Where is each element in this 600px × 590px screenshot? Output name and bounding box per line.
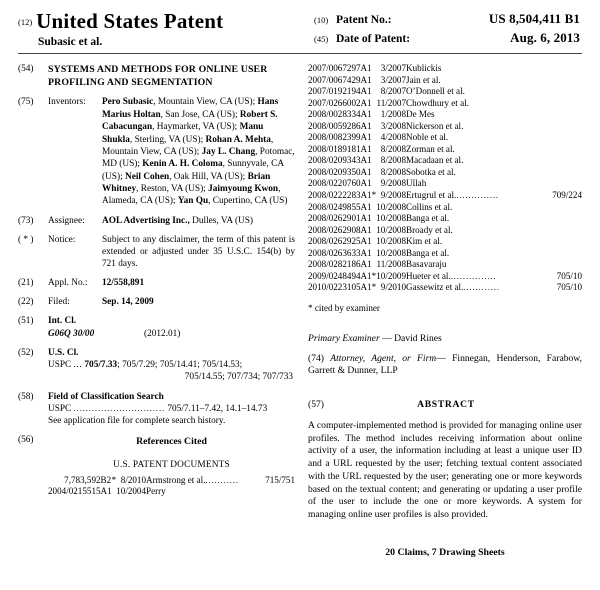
reference-number: 2008/0028334 [308, 109, 361, 120]
table-row [308, 75, 582, 87]
reference-date: 9/2008 [380, 178, 407, 189]
reference-kind-code: A1 [360, 190, 372, 201]
reference-date: 3/2007 [380, 74, 407, 85]
table-row [308, 167, 582, 179]
field-notice [18, 234, 295, 270]
reference-date: 10/2008 [376, 247, 407, 258]
patent-number-code: (10) [314, 15, 329, 25]
masthead [0, 0, 600, 48]
field-search-value: 705/7.11–7.42, 14.1–14.73 [167, 403, 268, 414]
field-int-cl-body [48, 315, 295, 340]
table-row [308, 155, 582, 167]
table-row [308, 213, 582, 225]
reference-classification: 715/751 [265, 474, 295, 485]
reference-inventor-name: Jain et al. [406, 74, 441, 85]
table-row [308, 282, 582, 294]
table-row [308, 236, 582, 248]
reference-inventor-name: De Mes [406, 109, 435, 120]
patent-number-label: Patent No.: [336, 14, 392, 26]
field-appl-no-code: (21) [18, 277, 34, 288]
abstract-code: (57) [308, 398, 324, 410]
doc-kind-code: (12) [18, 17, 33, 27]
abstract-title: ABSTRACT [417, 398, 475, 410]
attorney-code: (74) [308, 352, 324, 364]
masthead-left [18, 10, 310, 48]
office-title-line [18, 10, 310, 33]
field-assignee [18, 215, 295, 227]
reference-inventor-name: Chowdhury et al. [406, 97, 469, 108]
reference-kind-code: A1 [360, 86, 372, 97]
reference-date: 10/2008 [376, 213, 407, 224]
table-row [308, 98, 582, 110]
table-row [308, 271, 582, 283]
reference-date: 10/2008 [376, 201, 407, 212]
reference-date: 9/2010 [380, 282, 407, 293]
cited-by-examiner-note: * cited by examiner [308, 302, 380, 313]
field-us-cl-body [48, 347, 295, 383]
reference-inventor-name: Armstrong et al............ [146, 474, 239, 485]
reference-date: 10/2008 [376, 236, 407, 247]
field-title [18, 63, 295, 89]
table-row [308, 121, 582, 133]
reference-kind-code: A1 [360, 63, 372, 73]
reference-examiner-star: * [371, 190, 377, 201]
reference-examiner-star: * [111, 474, 117, 485]
reference-number: 2008/0189181 [308, 143, 361, 154]
reference-classification [552, 155, 582, 167]
reference-examiner-star: * [371, 270, 377, 281]
reference-inventor-name: Broady et al. [406, 224, 453, 235]
reference-inventor-name: Gassewitz et al............. [406, 282, 500, 293]
reference-kind-code: A1 [360, 166, 372, 177]
reference-number: 2008/0262908 [308, 224, 361, 235]
reference-number: 2008/0263633 [308, 247, 361, 258]
reference-inventor-name: Kublickis [406, 63, 442, 73]
reference-number: 2008/0082399 [308, 132, 361, 143]
reference-number: 7,783,592 [64, 474, 101, 485]
table-row [308, 109, 582, 121]
reference-date: 8/2010 [120, 474, 147, 485]
reference-inventor-name: Banga et al. [406, 213, 450, 224]
reference-kind-code: A1 [360, 97, 372, 108]
published-applications-rows [308, 63, 582, 294]
reference-number: 2007/0067429 [308, 74, 361, 85]
field-notice-code: ( * ) [18, 234, 34, 245]
table-row [308, 132, 582, 144]
reference-kind-code: A1 [360, 224, 372, 235]
references-heading: References Cited [136, 435, 207, 447]
reference-kind-code: A1 [360, 120, 372, 131]
reference-classification [552, 259, 582, 271]
reference-inventor-name: Kim et al. [406, 236, 443, 247]
field-title-text: SYSTEMS AND METHODS FOR ONLINE USER PROFILING AND SEGMENTATION [48, 64, 268, 89]
reference-kind-code: A1 [360, 74, 372, 85]
reference-kind-code: A1 [360, 178, 372, 189]
reference-examiner-star: * [371, 282, 377, 293]
field-search-body [48, 391, 295, 427]
reference-kind-code: A1 [360, 155, 372, 166]
assignee-name: AOL Advertising Inc., [102, 215, 190, 226]
reference-kind-code: A1 [360, 282, 372, 293]
table-row [308, 144, 582, 156]
us-cl-line-2: 705/14.55; 707/734; 707/733 [184, 372, 293, 383]
reference-classification: 709/224 [552, 190, 582, 201]
table-row [308, 63, 582, 75]
abstract-text: A computer-implemented method is provided for managing online user profiles. The method includes receiving information about online activity of a user, the information including at least a unique user ID and a URL requested by the user; fetching textual content associated with the URL requested by the user; generating one or more keywords based on the textual content; and generating or updating a user profile of the user to include the one or more keywords. A system for managing online user profiles is also provided. [308, 419, 582, 521]
reference-leader-dots: .............. [456, 190, 499, 201]
reference-classification [552, 109, 582, 121]
attorney-line [308, 353, 582, 378]
attorney-value: — Finnegan, Henderson, Farabow, Garrett & Dunner, LLP [308, 352, 582, 377]
us-cl-primary: 705/7.33 [84, 360, 118, 371]
field-us-cl [18, 347, 295, 383]
reference-inventor-name: Collins et al. [406, 201, 453, 212]
field-appl-no-label: Appl. No.: [48, 277, 88, 288]
masthead-right [310, 10, 582, 47]
reference-classification [552, 225, 582, 237]
table-row [308, 190, 582, 202]
reference-inventor-name: Ullah [406, 178, 427, 189]
reference-kind-code: A1 [100, 486, 112, 497]
field-us-cl-label: U.S. Cl. [48, 348, 79, 359]
reference-date: 8/2008 [380, 155, 407, 166]
reference-kind-code: A1 [360, 132, 372, 143]
reference-classification [552, 178, 582, 190]
reference-number: 2008/0262901 [308, 213, 361, 224]
reference-classification [265, 486, 295, 498]
reference-inventor-name: Ertugrul et al............... [406, 190, 499, 201]
attorney-label: Attorney, Agent, or Firm [330, 352, 437, 364]
reference-number: 2008/0209350 [308, 166, 361, 177]
reference-classification [552, 202, 582, 214]
field-inventors [18, 96, 295, 207]
applicant-name: Subasic et al. [38, 36, 103, 48]
reference-classification [552, 144, 582, 156]
field-assignee-label: Assignee: [48, 215, 85, 226]
field-int-cl-row [48, 328, 295, 340]
reference-date: 11/2008 [376, 259, 407, 270]
field-inventors-list: Pero Subasic, Mountain View, CA (US); Hans Marius Holtan, San Jose, CA (US); Robert S. Cabacungan, Haymarket, VA (US); Manu Shukla, Sterling, VA (US); Rohan A. Mehta, Mountain View, CA (US); Jay L. Chang, Potomac, MD (US); Kenin A. H. Coloma, Sunnyvale, CA (US); Neil Cohen, Oak Hill, VA (US); Brian Whitney, Reston, VA (US); Jaimyoung Kwon, Alameda, CA (US); Yan Qu, Cupertino, CA (US) [102, 97, 295, 207]
references-subheading: U.S. PATENT DOCUMENTS [113, 459, 230, 470]
reference-inventor-name: Macadaan et al. [406, 155, 464, 166]
patent-date-row [314, 29, 582, 48]
reference-classification [552, 132, 582, 144]
reference-classification [552, 63, 582, 75]
table-row [308, 225, 582, 237]
field-search-leader: .............................. [73, 402, 166, 413]
reference-date: 8/2008 [380, 143, 407, 154]
reference-date: 10/2008 [376, 224, 407, 235]
table-row [308, 178, 582, 190]
primary-examiner-value: — David Rines [382, 332, 442, 344]
reference-date: 10/2009 [376, 270, 407, 281]
right-column [303, 63, 582, 558]
field-inventors-code: (75) [18, 97, 34, 108]
us-patent-documents-table [48, 475, 295, 498]
reference-inventor-name: Sobotka et al. [406, 166, 456, 177]
reference-kind-code: A1 [360, 236, 372, 247]
field-search-prefix: USPC [48, 403, 72, 414]
table-row [48, 486, 295, 498]
reference-kind-code: B2 [100, 474, 112, 485]
reference-number: 2008/0222283 [308, 190, 361, 201]
us-patent-documents-rows [48, 475, 295, 498]
reference-inventor-name: Zorman et al. [406, 143, 455, 154]
reference-date: 8/2008 [380, 166, 407, 177]
reference-classification [552, 248, 582, 260]
reference-number: 2008/0059286 [308, 120, 361, 131]
patent-date-value: Aug. 6, 2013 [510, 29, 580, 45]
reference-date: 3/2007 [380, 63, 407, 73]
reference-classification [552, 86, 582, 98]
us-cl-prefix: USPC [48, 360, 72, 371]
field-inventors-label: Inventors: [48, 97, 86, 108]
patent-date-code: (45) [314, 33, 329, 44]
field-us-cl-code: (52) [18, 348, 34, 359]
reference-kind-code: A1 [360, 201, 372, 212]
reference-classification [552, 167, 582, 179]
published-applications-table [308, 63, 582, 294]
reference-date: 4/2008 [380, 132, 407, 143]
reference-classification: 705/10 [556, 270, 582, 281]
reference-inventor-name: O’Donnell et al. [406, 86, 465, 97]
left-column [18, 63, 303, 558]
reference-classification [552, 75, 582, 87]
field-references-code: (56) [18, 434, 34, 445]
field-notice-text: Subject to any disclaimer, the term of this patent is extended or adjusted under 35 U.S.C. 154(b) by 721 days. [102, 234, 295, 269]
us-cl-rest: ; 705/7.29; 705/14.41; 705/14.53; [117, 360, 243, 371]
us-cl-line-1 [48, 359, 295, 371]
field-search [18, 391, 295, 427]
field-int-cl-label: Int. Cl. [48, 316, 77, 327]
reference-number: 2007/0192194 [308, 86, 361, 97]
reference-date: 10/2004 [116, 486, 147, 497]
reference-inventor-name: Perry [146, 486, 166, 497]
table-row [308, 86, 582, 98]
reference-inventor-name: Hueter et al................ [406, 270, 497, 281]
reference-number: 2008/0262925 [308, 236, 361, 247]
reference-classification: 705/10 [556, 282, 582, 293]
reference-inventor-name: Nickerson et al. [406, 120, 464, 131]
reference-number: 2008/0249855 [308, 201, 361, 212]
reference-leader-dots: ............... [450, 270, 497, 281]
int-cl-version: (2012.01) [144, 329, 181, 340]
field-int-cl [18, 315, 295, 340]
field-search-code: (58) [18, 391, 34, 402]
field-filed-label: Filed: [48, 297, 70, 308]
reference-leader-dots: ............ [463, 282, 500, 293]
field-references [18, 434, 295, 498]
field-title-code: (54) [18, 64, 34, 74]
table-row [308, 248, 582, 260]
field-search-uspc-row [48, 403, 295, 415]
patent-date-label: Date of Patent: [336, 32, 411, 45]
field-search-label: Field of Classification Search [48, 391, 164, 402]
assignee-location: Dulles, VA (US) [189, 215, 254, 226]
reference-kind-code: A1 [360, 247, 372, 258]
reference-inventor-name: Banga et al. [406, 247, 450, 258]
primary-examiner-line [308, 333, 582, 344]
reference-kind-code: A1 [360, 213, 372, 224]
patent-number-value: US 8,504,411 B1 [488, 11, 580, 26]
primary-examiner-label: Primary Examiner [308, 332, 380, 344]
field-assignee-value [102, 215, 295, 227]
reference-kind-code: A1 [360, 259, 372, 270]
reference-number: 2007/0266002 [308, 97, 361, 108]
office-title: United States Patent [36, 9, 224, 33]
reference-date: 11/2007 [376, 97, 407, 108]
reference-inventor-name: Noble et al. [406, 132, 449, 143]
reference-number: 2004/0215515 [48, 486, 101, 497]
field-appl-no-value: 12/558,891 [102, 277, 145, 288]
claims-and-sheets-line: 20 Claims, 7 Drawing Sheets [385, 546, 505, 558]
field-filed [18, 296, 295, 308]
reference-number: 2009/0248494 [308, 270, 361, 281]
reference-classification [552, 98, 582, 110]
reference-number: 2008/0282186 [308, 259, 361, 270]
field-assignee-code: (73) [18, 215, 34, 226]
reference-inventor-name: Basavaraju [406, 259, 447, 270]
field-search-note: See application file for complete search history. [48, 415, 226, 426]
table-row [308, 259, 582, 271]
body-columns [0, 54, 600, 558]
table-row [48, 475, 295, 487]
reference-classification [552, 121, 582, 133]
reference-number: 2008/0220760 [308, 178, 361, 189]
field-filed-code: (22) [18, 297, 34, 308]
abstract-heading-row [308, 399, 582, 410]
field-appl-no [18, 277, 295, 289]
reference-date: 1/2008 [380, 109, 407, 120]
reference-classification [552, 236, 582, 248]
reference-kind-code: A1 [360, 270, 372, 281]
field-filed-value: Sep. 14, 2009 [102, 297, 154, 308]
reference-kind-code: A1 [360, 143, 372, 154]
reference-kind-code: A1 [360, 109, 372, 120]
field-int-cl-code: (51) [18, 316, 34, 327]
us-cl-dots: ... [73, 360, 83, 371]
reference-date: 3/2008 [380, 120, 407, 131]
reference-number: 2008/0209343 [308, 155, 361, 166]
reference-number: 2010/0223105 [308, 282, 361, 293]
patent-number-row [314, 10, 582, 29]
reference-classification [552, 213, 582, 225]
field-notice-label: Notice: [48, 234, 76, 245]
reference-number: 2007/0067297 [308, 63, 361, 73]
field-references-body [48, 434, 295, 498]
table-row [308, 202, 582, 214]
reference-date: 8/2007 [380, 86, 407, 97]
int-cl-classification: G06Q 30/00 [48, 329, 95, 340]
reference-leader-dots: ........... [205, 474, 239, 485]
reference-date: 9/2008 [380, 190, 407, 201]
